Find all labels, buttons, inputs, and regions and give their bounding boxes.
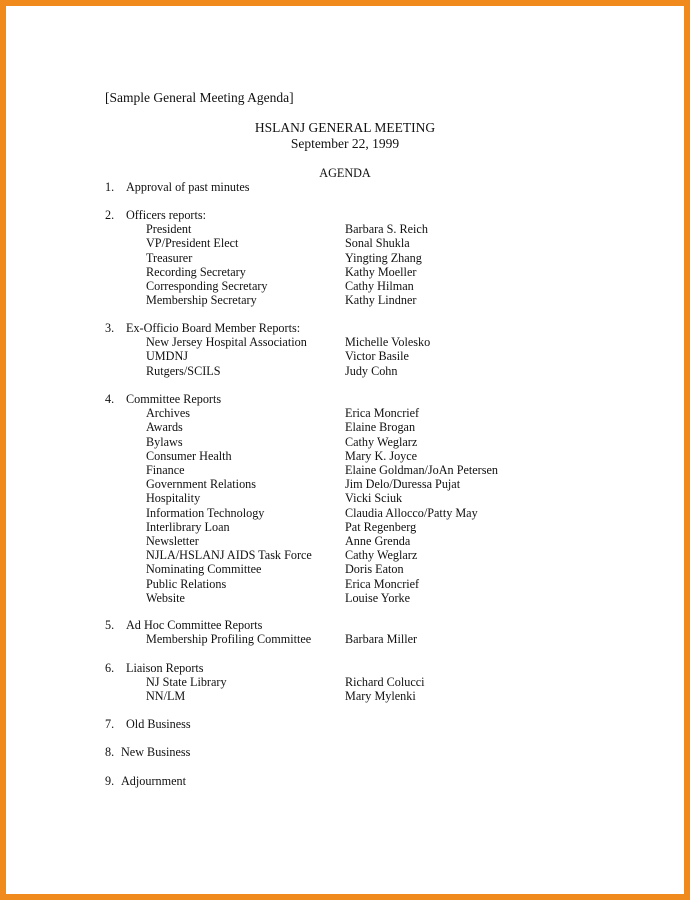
reporter-name: Sonal Shukla xyxy=(345,236,410,251)
agenda-sub-item xyxy=(0,632,690,646)
report-role: Awards xyxy=(146,420,183,435)
section-number: 5. xyxy=(105,618,115,632)
reporter-name: Kathy Lindner xyxy=(345,293,417,308)
agenda-sub-item xyxy=(0,435,690,449)
agenda-section-5 xyxy=(0,618,690,632)
document-heading: [Sample General Meeting Agenda] xyxy=(105,90,294,105)
section-number: 3. xyxy=(105,321,115,335)
reporter-name: Victor Basile xyxy=(345,349,409,364)
meeting-title: HSLANJ GENERAL MEETING xyxy=(254,120,436,135)
section-title: Adjournment xyxy=(121,774,186,788)
report-role: President xyxy=(146,222,192,237)
reporter-name: Kathy Moeller xyxy=(345,264,417,279)
agenda-sub-item xyxy=(0,265,690,279)
section-title: Approval of past minutes xyxy=(126,180,250,194)
agenda-sub-item xyxy=(0,675,690,689)
section-number: 8. xyxy=(105,745,115,759)
agenda-section-6 xyxy=(0,661,690,675)
agenda-sub-item xyxy=(0,491,690,505)
reporter-name: Cathy Weglarz xyxy=(345,548,418,563)
report-role: Information Technology xyxy=(146,505,265,520)
report-role: Bylaws xyxy=(146,434,183,449)
report-role: Finance xyxy=(146,463,185,477)
agenda-sub-item xyxy=(0,520,690,534)
agenda-sub-item xyxy=(0,449,690,463)
reporter-name: Claudia Allocco/Patty May xyxy=(345,505,478,520)
reporter-name: Elaine Goldman/JoAn Petersen xyxy=(345,463,498,477)
reporter-name: Barbara S. Reich xyxy=(345,222,428,237)
agenda-sub-item xyxy=(0,279,690,293)
agenda-section-4 xyxy=(0,392,690,406)
agenda-sub-item xyxy=(0,506,690,520)
report-role: NJ State Library xyxy=(146,675,227,690)
report-role: Interlibrary Loan xyxy=(146,519,230,534)
report-role: Nominating Committee xyxy=(146,562,262,577)
reporter-name: Cathy Weglarz xyxy=(345,434,418,449)
report-role: Rutgers/SCILS xyxy=(146,363,221,378)
agenda-section-7 xyxy=(0,717,690,731)
agenda-sub-item xyxy=(0,548,690,562)
agenda-sub-item xyxy=(0,251,690,265)
agenda-sub-item xyxy=(0,406,690,420)
agenda-sub-item xyxy=(0,349,690,363)
report-role: Corresponding Secretary xyxy=(146,279,268,293)
section-number: 4. xyxy=(105,392,115,406)
reporter-name: Cathy Hilman xyxy=(345,279,414,293)
section-title: Officers reports: xyxy=(126,208,206,222)
reporter-name: Pat Regenberg xyxy=(345,519,417,534)
reporter-name: Judy Cohn xyxy=(345,363,398,378)
section-title: Ex-Officio Board Member Reports: xyxy=(126,321,301,335)
agenda-sub-item xyxy=(0,591,690,605)
agenda-section-2 xyxy=(0,208,690,222)
agenda-sub-item xyxy=(0,689,690,703)
reporter-name: Mary Mylenki xyxy=(345,689,416,704)
agenda-sub-item xyxy=(0,577,690,591)
agenda-sub-item xyxy=(0,562,690,576)
report-role: NN/LM xyxy=(146,689,186,704)
report-role: Archives xyxy=(146,406,190,421)
section-number: 6. xyxy=(105,661,115,675)
reporter-name: Elaine Brogan xyxy=(345,420,416,435)
agenda-section-9 xyxy=(0,774,690,788)
reporter-name: Barbara Miller xyxy=(345,632,418,647)
agenda-sub-item xyxy=(0,335,690,349)
reporter-name: Mary K. Joyce xyxy=(345,448,418,463)
section-title: Old Business xyxy=(126,717,191,731)
report-role: VP/President Elect xyxy=(146,236,239,251)
section-title: Liaison Reports xyxy=(126,661,204,675)
report-role: Recording Secretary xyxy=(146,264,246,279)
report-role: Public Relations xyxy=(146,576,227,591)
section-number: 9. xyxy=(105,774,115,788)
report-role: NJLA/HSLANJ AIDS Task Force xyxy=(146,548,312,563)
reporter-name: Erica Moncrief xyxy=(345,406,420,421)
agenda-sub-item xyxy=(0,364,690,378)
section-number: 7. xyxy=(105,717,115,731)
section-number: 1. xyxy=(105,180,115,194)
report-role: Treasurer xyxy=(146,250,193,265)
agenda-section-1 xyxy=(0,180,690,194)
agenda-sub-item xyxy=(0,293,690,307)
reporter-name: Richard Colucci xyxy=(345,675,425,690)
agenda-sub-item xyxy=(0,236,690,250)
reporter-name: Erica Moncrief xyxy=(345,576,420,591)
agenda-section-8 xyxy=(0,745,690,759)
agenda-section-3 xyxy=(0,321,690,335)
reporter-name: Anne Grenda xyxy=(345,534,411,548)
agenda-sub-item xyxy=(0,222,690,236)
reporter-name: Jim Delo/Duressa Pujat xyxy=(345,477,461,492)
agenda-sub-item xyxy=(0,534,690,548)
section-title: Committee Reports xyxy=(126,392,222,406)
report-role: Newsletter xyxy=(146,534,199,548)
agenda-sub-item xyxy=(0,477,690,491)
section-number: 2. xyxy=(105,208,115,222)
report-role: New Jersey Hospital Association xyxy=(146,335,307,350)
report-role: Membership Secretary xyxy=(146,293,257,308)
reporter-name: Michelle Volesko xyxy=(345,335,431,350)
report-role: Government Relations xyxy=(146,477,257,492)
agenda-label: AGENDA xyxy=(319,166,371,180)
reporter-name: Doris Eaton xyxy=(345,562,404,577)
agenda-sub-item xyxy=(0,463,690,477)
section-title: New Business xyxy=(121,745,191,759)
report-role: Membership Profiling Committee xyxy=(146,632,312,647)
meeting-date: September 22, 1999 xyxy=(290,136,400,151)
reporter-name: Yingting Zhang xyxy=(345,250,422,265)
report-role: Hospitality xyxy=(146,491,201,506)
reporter-name: Louise Yorke xyxy=(345,590,411,605)
section-title: Ad Hoc Committee Reports xyxy=(126,618,263,632)
report-role: Website xyxy=(146,590,185,605)
agenda-sub-item xyxy=(0,420,690,434)
report-role: UMDNJ xyxy=(146,349,188,364)
reporter-name: Vicki Sciuk xyxy=(345,491,403,506)
report-role: Consumer Health xyxy=(146,448,232,463)
